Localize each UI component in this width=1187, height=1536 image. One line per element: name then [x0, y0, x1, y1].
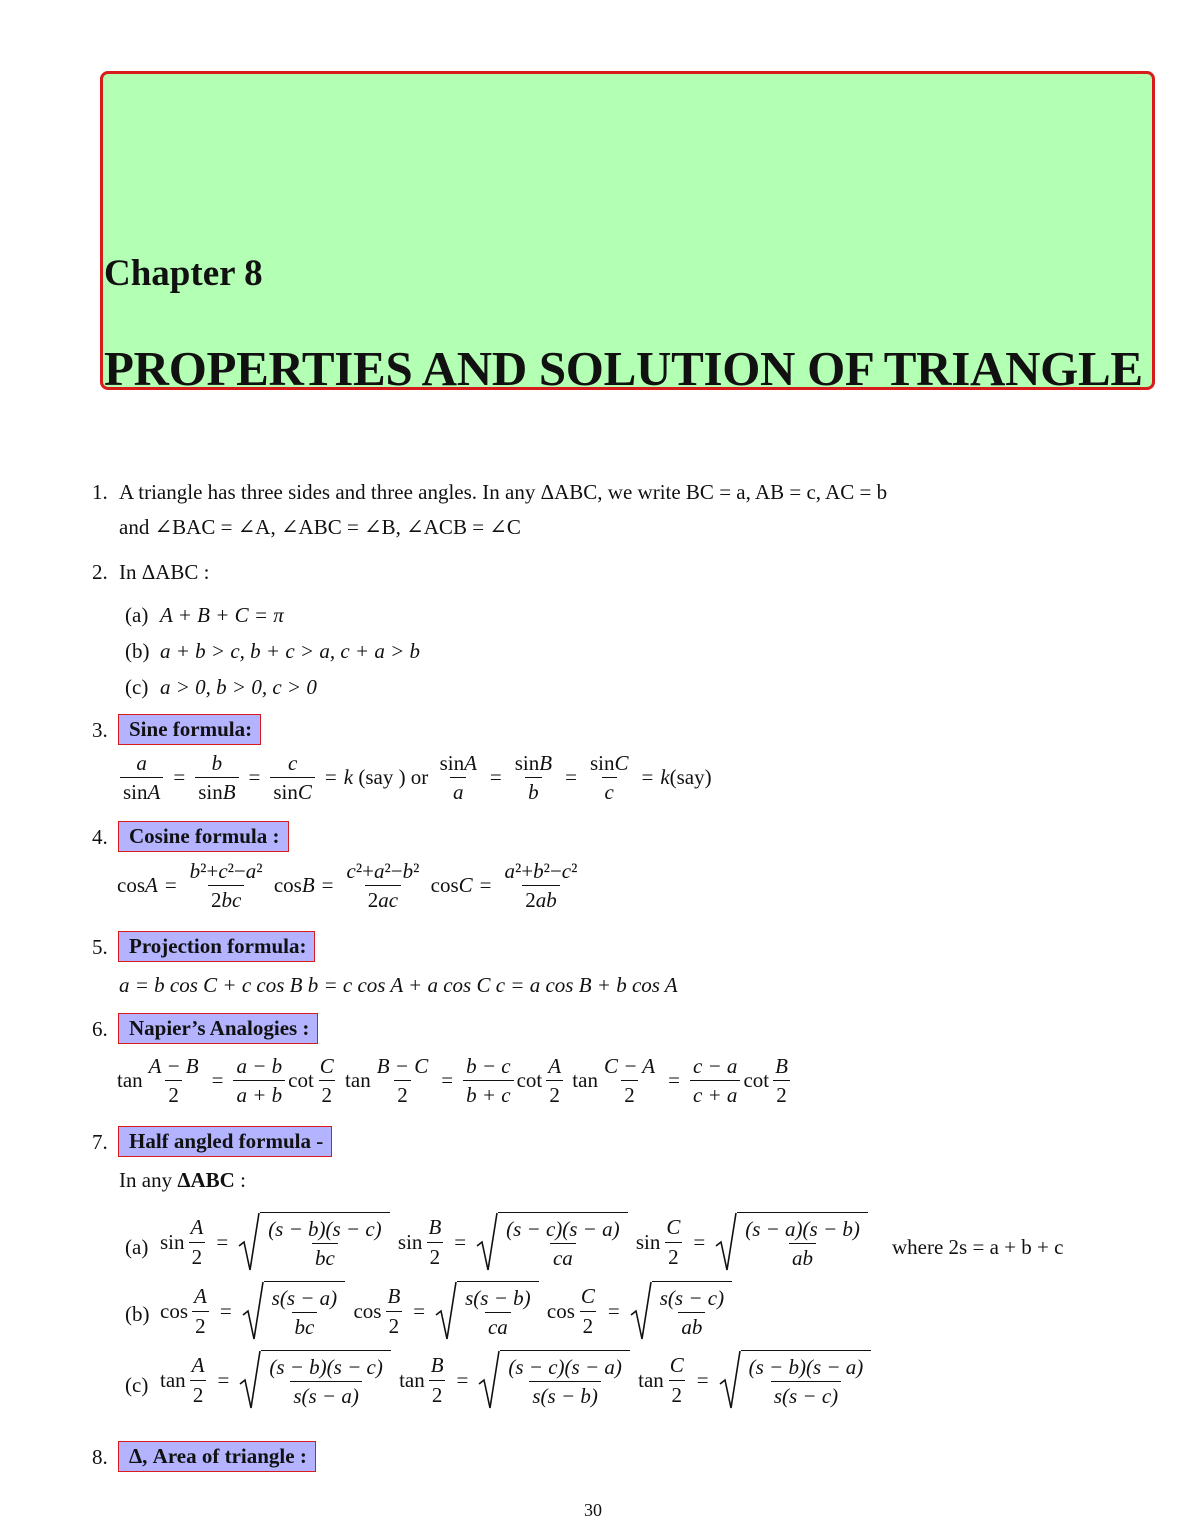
item-2b-text: a + b > c, b + c > a, c + a > b: [160, 639, 420, 663]
item-2a-label: (a): [125, 603, 149, 627]
cosine-formula-equation: cos A = $\frac{\text{b²+c²−a²}}{2bc}$ cos B = $\frac{\text{c²+a²−b²}}{2ac}$ cos C = $\frac{\text{a²+b²−c²}}{2ab}$: [117, 859, 578, 913]
napiers-analogies-heading: Napier’s Analogies :: [118, 1013, 318, 1044]
item-7-number: 7.: [92, 1130, 108, 1154]
item-1-line1: A triangle has three sides and three angles. In any ΔABC, we write BC = a, AB = c, AC = b: [119, 480, 888, 504]
item-6-number: 6.: [92, 1017, 108, 1041]
chapter-title: PROPERTIES AND SOLUTION OF TRIANGLE: [104, 341, 1143, 396]
item-3-number: 3.: [92, 718, 108, 742]
half-angle-c-label: (c): [125, 1373, 149, 1397]
half-angle-sine-equation: sin $\frac{A}{2}$ = $\frac{(s - b)(s - c)}{bc}$ sin $\frac{B}{2}$ = $\frac{(s - c)(s - a)}{ca}$ sin $\frac{C}{2}$ = $\frac{(s - a)(s - b)}{ab}$: [160, 1212, 871, 1272]
item-1-line2: and ∠BAC = ∠A, ∠ABC = ∠B, ∠ACB = ∠C: [119, 515, 521, 539]
area-of-triangle-heading: Δ, Area of triangle :: [118, 1441, 316, 1472]
item-2-text: In ΔABC :: [119, 560, 210, 584]
item-5-number: 5.: [92, 935, 108, 959]
item-4-number: 4.: [92, 825, 108, 849]
page-number: 30: [584, 1500, 602, 1520]
napiers-analogies-equation: tan $\frac{A - B}{2}$ = $\frac{a - b}{a + b}$ cot $\frac{C}{2}$ tan $\frac{B - C}{2}$ = $\frac{b - c}{b + c}$ cot $\frac{A}{2}$ tan $\frac{C - A}{2}$ = $\frac{c - a}{c + a}$ cot $\frac{B}{2}$: [117, 1054, 788, 1108]
half-angled-intro-triangle: ΔABC: [177, 1168, 235, 1192]
sine-formula-equation: $\frac{a}{\sin A}$ = $\frac{b}{\sin B}$ = $\frac{c}{\sin C}$ = k (say ) or $\frac{\sin A}{a}$ = $\frac{\sin B}{b}$ = $\frac{\sin C}{c}$ = k (say): [117, 752, 712, 803]
semi-perimeter-note: where 2s = a + b + c: [892, 1235, 1064, 1259]
item-2b-label: (b): [125, 639, 150, 663]
chapter-label: Chapter 8: [104, 253, 263, 294]
projection-formula-equation: a = b cos C + c cos B b = c cos A + a cos C c = a cos B + b cos A: [119, 973, 678, 997]
cosine-formula-heading: Cosine formula :: [118, 821, 289, 852]
item-2c-label: (c): [125, 675, 149, 699]
sine-formula-heading: Sine formula:: [118, 714, 261, 745]
item-8-number: 8.: [92, 1445, 108, 1469]
half-angled-intro-suffix: :: [234, 1168, 246, 1192]
item-1-number: 1.: [92, 480, 108, 504]
item-2-number: 2.: [92, 560, 108, 584]
half-angle-a-label: (a): [125, 1235, 149, 1259]
half-angle-tangent-equation: tan $\frac{A}{2}$ = $\frac{(s - b)(s - c)}{s(s - a)}$ tan $\frac{B}{2}$ = $\frac{(s - c)(s - a)}{s(s - b)}$ tan $\frac{C}{2}$ = $\frac{(s - b)(s - a)}{s(s - c)}$: [160, 1350, 874, 1410]
half-angled-intro-prefix: In any: [119, 1168, 178, 1192]
half-angled-formula-heading: Half angled formula -: [118, 1126, 332, 1157]
half-angle-cosine-equation: cos $\frac{A}{2}$ = $\frac{s(s - a)}{bc}$ cos $\frac{B}{2}$ = $\frac{s(s - b)}{ca}$ cos $\frac{C}{2}$ = $\frac{s(s - c)}{ab}$: [160, 1281, 735, 1341]
half-angled-intro: [119, 1170, 246, 1191]
item-2a-text: A + B + C = π: [160, 603, 284, 627]
item-2c-text: a > 0, b > 0, c > 0: [160, 675, 317, 699]
projection-formula-heading: Projection formula:: [118, 931, 315, 962]
half-angle-b-label: (b): [125, 1302, 150, 1326]
